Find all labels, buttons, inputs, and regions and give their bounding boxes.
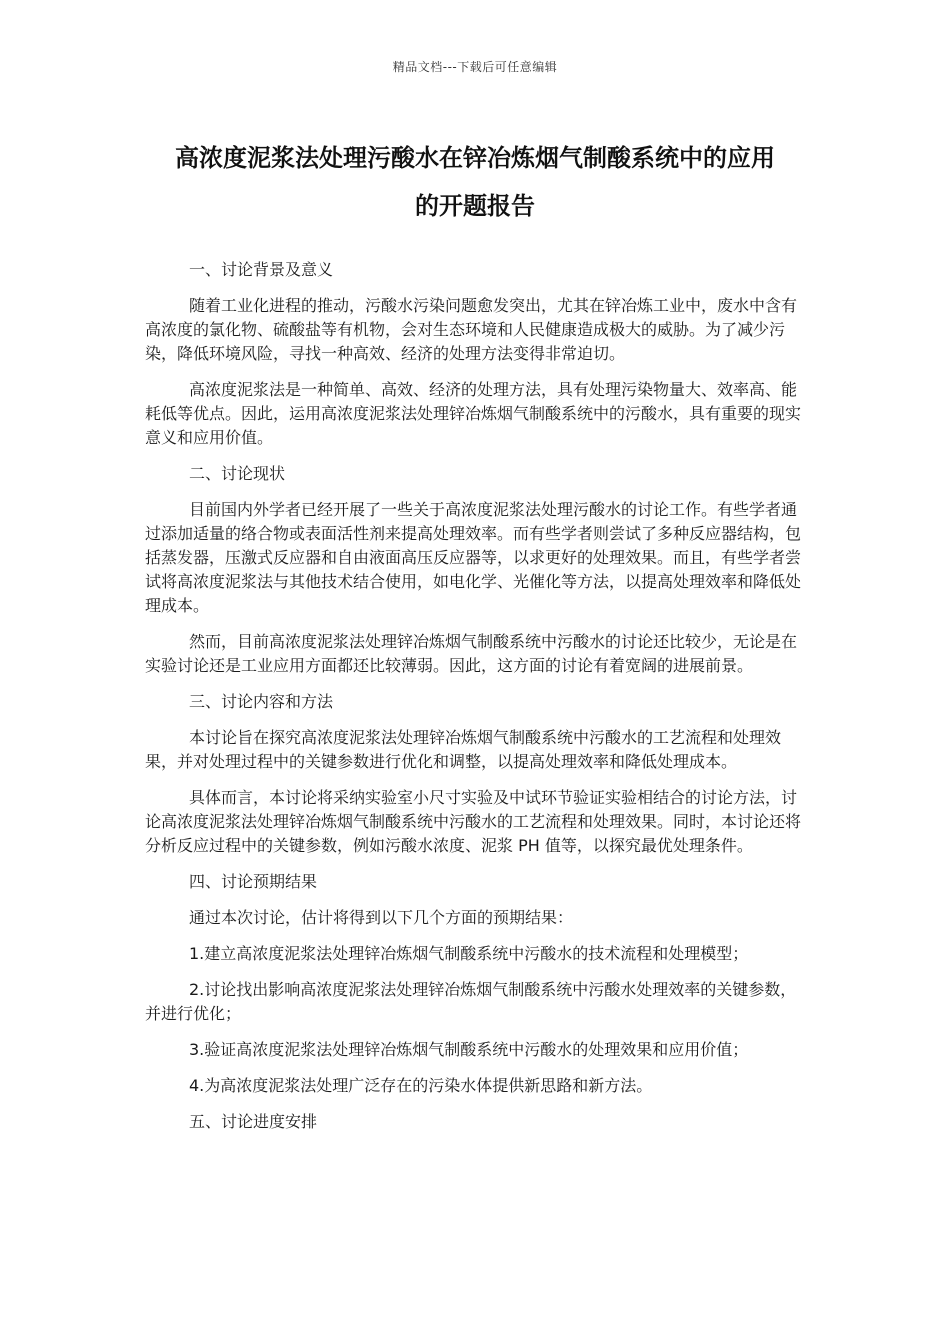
section-heading-expected-results: 四、讨论预期结果 (189, 872, 318, 891)
paragraph-content-1: 本讨论旨在探究高浓度泥浆法处理锌冶炼烟气制酸系统中污酸水的工艺流程和处理效果，并对处理过程中的关键参数进行优化和调整，以提高处理效率和降低处理成本。 (145, 728, 782, 771)
section-heading-schedule: 五、讨论进度安排 (189, 1112, 318, 1131)
header-note: 精品文档---下载后可任意编辑 (392, 60, 558, 74)
paragraph-background-1: 随着工业化进程的推动，污酸水污染问题愈发突出，尤其在锌冶炼工业中，废水中含有高浓度的氯化物、硫酸盐等有机物，会对生态环境和人民健康造成极大的威胁。为了减少污染，降低环境风险，寻找一种高效、经济的处理方法变得非常迫切。 (145, 296, 798, 363)
paragraph-status-1: 目前国内外学者已经开展了一些关于高浓度泥浆法处理污酸水的讨论工作。有些学者通过添加适量的络合物或表面活性剂来提高处理效率。而有些学者则尝试了多种反应器结构，包括蒸发器，压激式反应器和自由液面高压反应器等，以求更好的处理效果。而且，有些学者尝试将高浓度泥浆法与其他技术结合使用，如电化学、光催化等方法，以提高处理效率和降低处理成本。 (145, 500, 802, 615)
section-heading-content-methods: 三、讨论内容和方法 (189, 692, 334, 711)
title-line-1: 高浓度泥浆法处理污酸水在锌冶炼烟气制酸系统中的应用 (175, 144, 775, 172)
result-item-4: 4.为高浓度泥浆法处理广泛存在的污染水体提供新思路和新方法。 (189, 1076, 653, 1095)
result-item-2: 2.讨论找出影响高浓度泥浆法处理锌冶炼烟气制酸系统中污酸水处理效率的关键参数，并进行优化； (145, 980, 797, 1023)
document-body (145, 258, 807, 1146)
result-item-1: 1.建立高浓度泥浆法处理锌冶炼烟气制酸系统中污酸水的技术流程和处理模型； (189, 944, 749, 963)
title-line-2: 的开题报告 (415, 192, 535, 220)
section-heading-background: 一、讨论背景及意义 (189, 260, 334, 279)
paragraph-status-2: 然而，目前高浓度泥浆法处理锌冶炼烟气制酸系统中污酸水的讨论还比较少，无论是在实验讨论还是工业应用方面都还比较薄弱。因此，这方面的讨论有着宽阔的进展前景。 (145, 632, 798, 675)
section-heading-status: 二、讨论现状 (189, 464, 286, 483)
paragraph-content-2: 具体而言，本讨论将采纳实验室小尺寸实验及中试环节验证实验相结合的讨论方法，讨论高浓度泥浆法处理锌冶炼烟气制酸系统中污酸水的工艺流程和处理效果。同时，本讨论还将分析反应过程中的关键参数，例如污酸水浓度、泥浆 PH 值等，以探究最优处理条件。 (145, 788, 802, 855)
result-item-3: 3.验证高浓度泥浆法处理锌冶炼烟气制酸系统中污酸水的处理效果和应用价值； (189, 1040, 749, 1059)
paragraph-results-intro: 通过本次讨论，估计将得到以下几个方面的预期结果： (189, 908, 574, 927)
paragraph-background-2: 高浓度泥浆法是一种简单、高效、经济的处理方法，具有处理污染物量大、效率高、能耗低等优点。因此，运用高浓度泥浆法处理锌冶炼烟气制酸系统中的污酸水，具有重要的现实意义和应用价值。 (145, 380, 802, 447)
document-title (140, 134, 810, 230)
